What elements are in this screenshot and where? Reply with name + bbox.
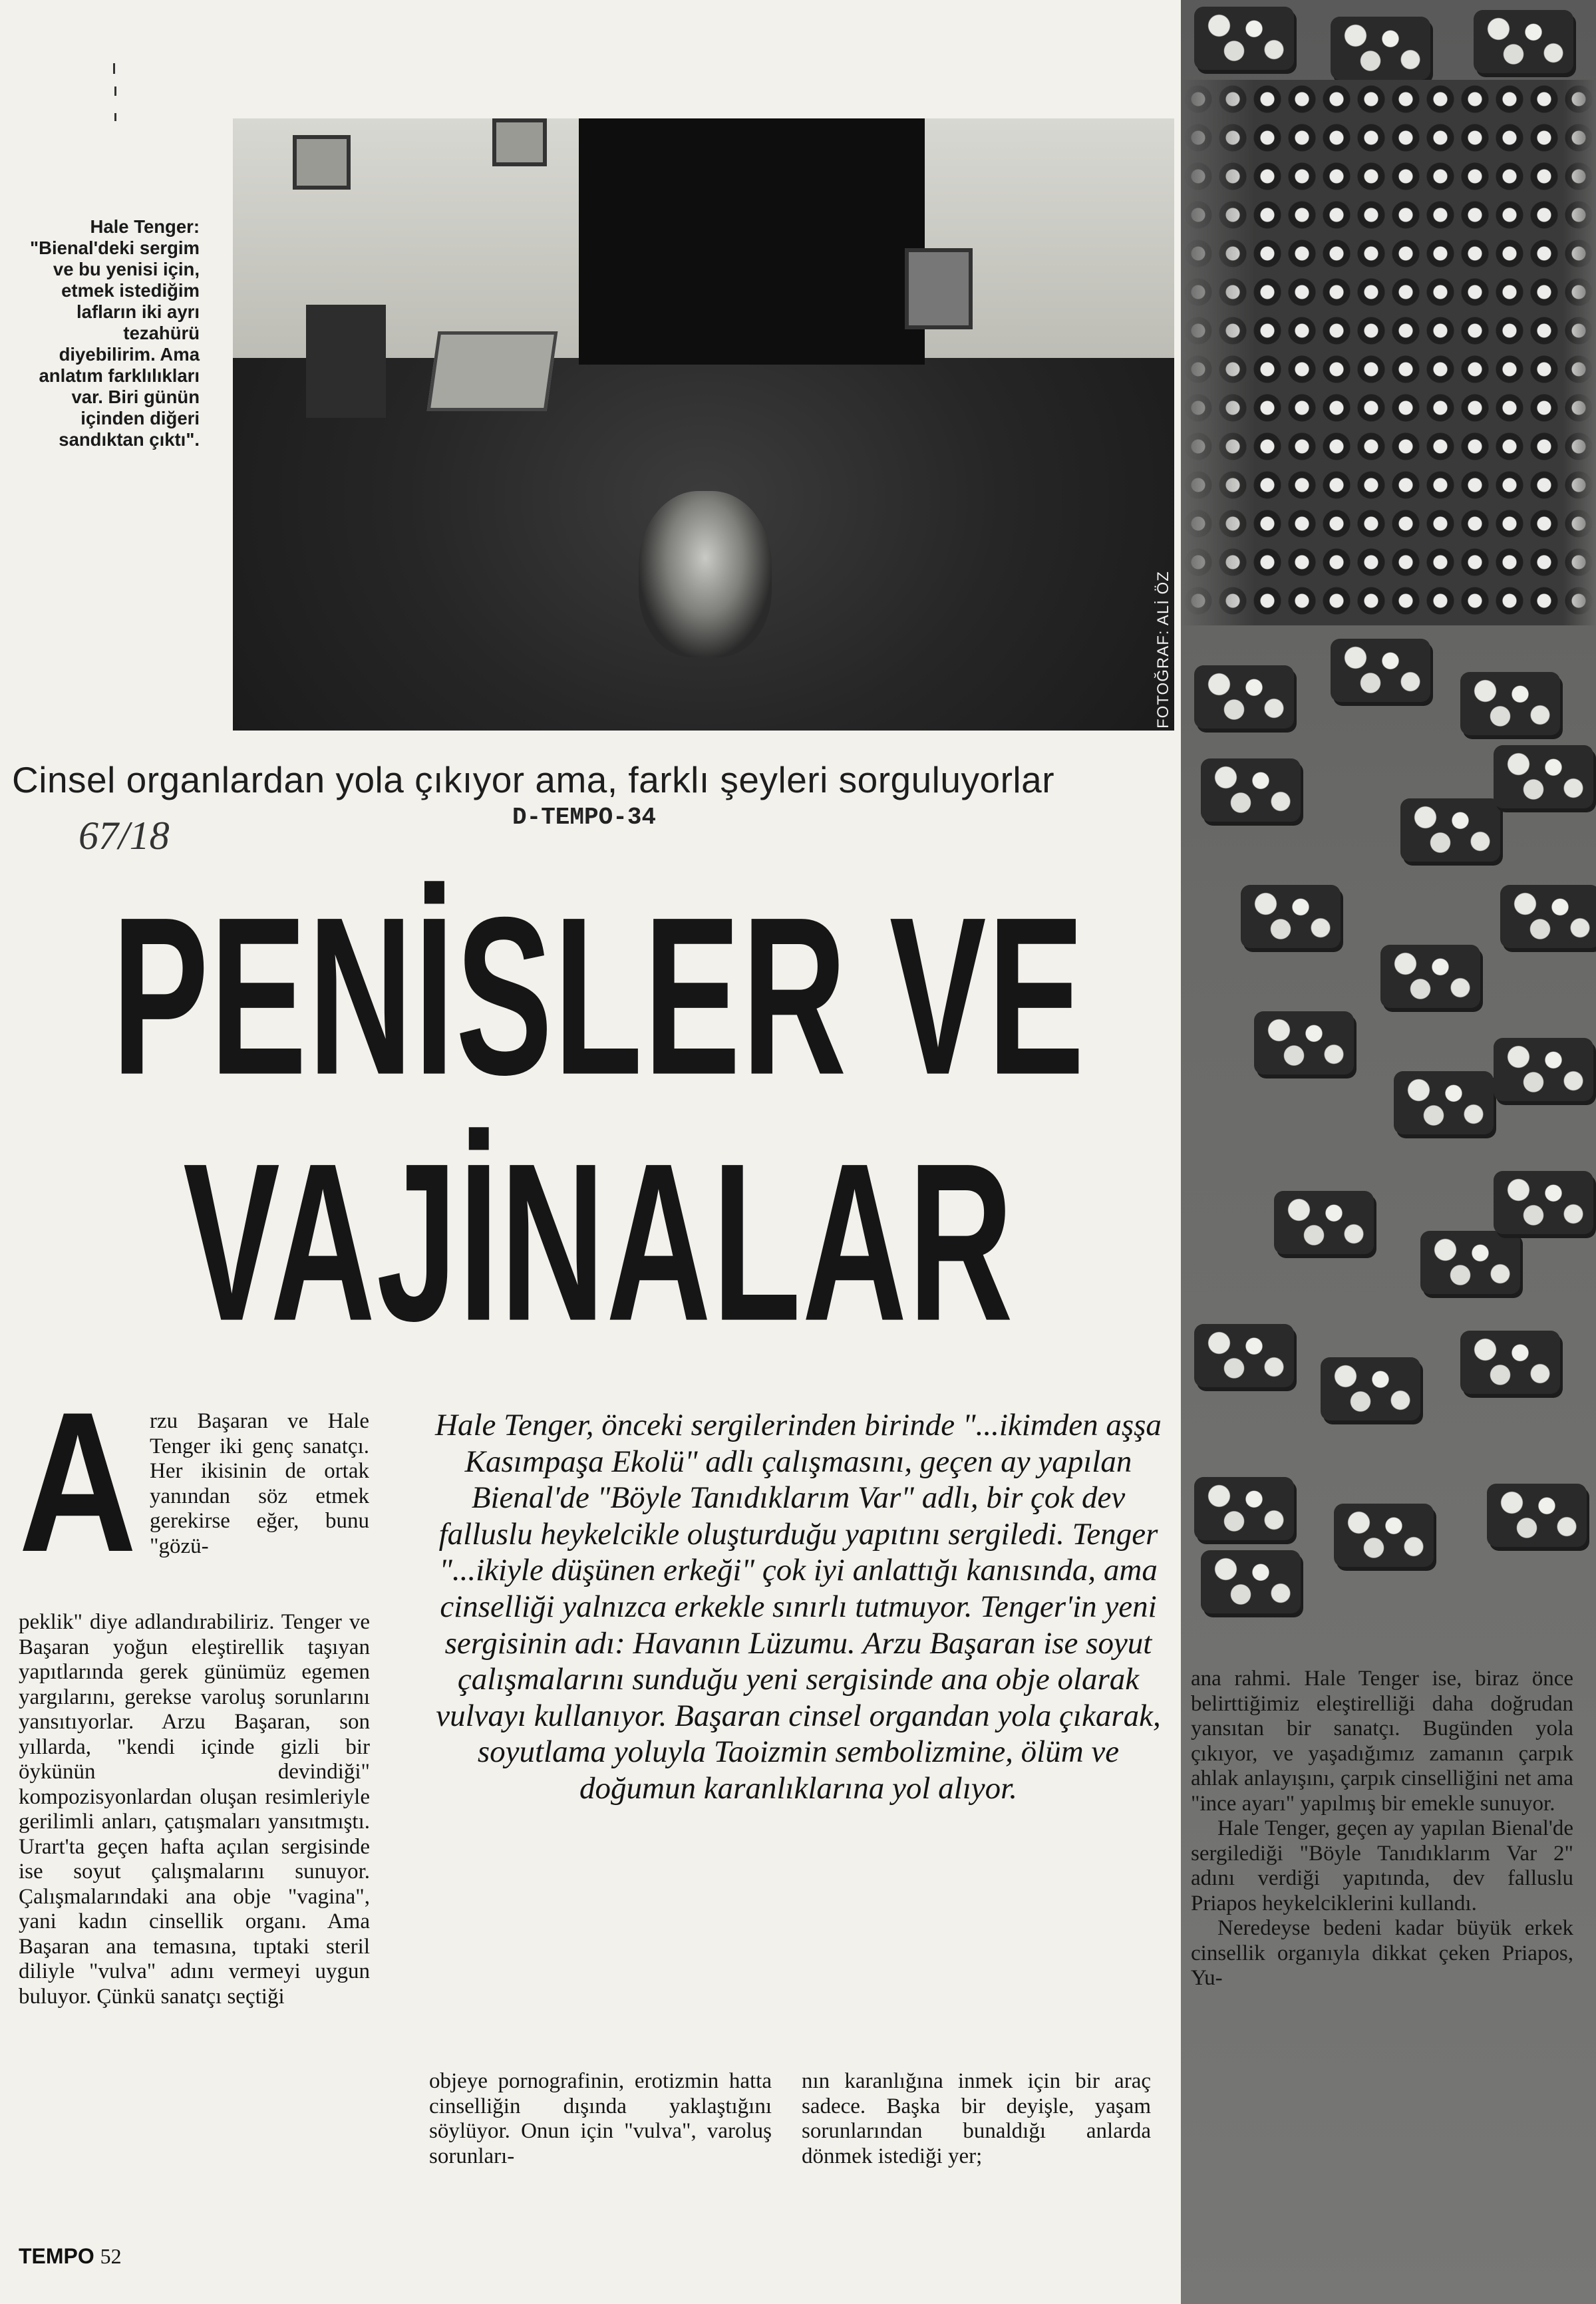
figurine-crowd xyxy=(1181,80,1596,625)
vitrine-table xyxy=(427,331,558,411)
photo-credit: FOTOĞRAF: ALİ ÖZ xyxy=(1154,571,1172,729)
headline-line-1: PENİSLER VE xyxy=(112,871,1086,1122)
exhibition-photo xyxy=(233,118,1174,731)
magazine-name: TEMPO xyxy=(19,2244,94,2268)
dark-panel xyxy=(579,118,925,365)
wall-frame-left xyxy=(293,135,351,190)
body-column-1-top: rzu Başaran ve Hale Tenger iki genç sanatçı. Her ikisinin de ortak yanından söz etmek gerekirse eğer, bunu "gözü- xyxy=(150,1409,369,1558)
body-column-4-paragraph-3: Neredeyse bedeni kadar büyük erkek cinsellik organıyla dikkat çeken Priapos, Yu- xyxy=(1191,1916,1573,1990)
body-column-4-paragraph-2: Hale Tenger, geçen ay yapılan Bienal'de sergilediği "Böyle Tanıdıklarım Var 2" adını verdiği yapıtında, dev falluslu Priapos heykelciklerini kullandı. xyxy=(1191,1816,1573,1915)
body-column-4 xyxy=(1191,1667,1573,1991)
body-column-3: nın karanlığına inmek için bir araç sadece. Başka bir deyişle, yaşam sorunlarından bunaldığı anlarda dönmek istediği yer; xyxy=(802,2069,1151,2168)
box-object xyxy=(905,248,973,329)
handwritten-note: 67/18 xyxy=(79,814,170,858)
body-column-4-paragraph-1: ana rahmi. Hale Tenger ise, biraz önce belirttiğimiz eleştirelliği daha doğrudan yansıtan bir sanatçı. Bugünden yola çıkıyor, ve yaşadığımız zamanın çarpık ahlak anlayışını, çarpık cinselliğini net ama "ince ayarı" yapılmış bir emekle sunuyor. xyxy=(1191,1667,1573,1816)
subtitle: Cinsel organlardan yola çıkıyor ama, farklı şeyleri sorguluyorlar xyxy=(12,759,1055,800)
pen-mark xyxy=(114,86,116,96)
pen-mark xyxy=(114,113,116,121)
pen-mark xyxy=(113,63,115,74)
page-footer xyxy=(19,2244,122,2269)
page-number: 52 xyxy=(100,2244,122,2268)
pull-quote: Hale Tenger, önceki sergilerinden birinde "...ikimden aşşa Kasımpaşa Ekolü" adlı çalışmasını, geçen ay yapılan Bienal'de "Böyle Tanıdıklarım Var" adlı, bir çok dev falluslu heykelcikle oluşturduğu yapıtını sergiledi. Tenger "...ikiyle düşünen erkeği" çok iyi anlattığı kanısında, ama cinselliği yalnızca erkekle sınırlı tutmuyor. Tenger'in yeni sergisinin adı: Havanın Lüzumu. Arzu Başaran ise soyut çalışmalarını sunduğu yeni sergisinde ana obje olarak vulvayı kullanıyor. Başaran cinsel organdan yola çıkarak, soyutlama yoluyla Taoizmin sembolizmine, ölüm ve doğumun karanlıklarına yol alıyor. xyxy=(435,1408,1162,1806)
wall-frame-center xyxy=(492,118,547,166)
artist-portrait xyxy=(639,491,772,657)
body-column-2: objeye pornografinin, erotizmin hatta cinselliğin dışında yaklaştığını söylüyor. Onun için "vulva", varoluş sorunları- xyxy=(429,2069,772,2168)
body-column-1: peklik" diye adlandırabiliriz. Tenger ve Başaran yoğun eleştirellik taşıyan yapıtlarında gerek günümüz egemen yargılarını, gerekse varoluş sorunlarını yansıtıyorlar. Arzu Başaran, son yıllarda, "kendi içinde gizli bir öykünün devindiği" kompozisyonlardan oluşan resimleriyle gerilimli anları, çatışmaları yansıtmıştı. Urart'ta geçen hafta açılan sergisinde ise soyut çalışmalarını sunuyor. Çalışmalarındaki ana obje "vagina", yani kadın cinsellik organı. Ama Başaran ana temasına, tıptaki steril diliyle "vulva" adını vermeyi uygun buluyor. Çünkü sanatçı seçtiği xyxy=(19,1610,370,2009)
drop-cap: A xyxy=(19,1370,137,1593)
photo-caption: Hale Tenger: "Bienal'deki sergim ve bu yenisi için, etmek istediğim lafların iki ayrı tezahürü diyebilirim. Ama anlatım farklılıkları var. Biri günün içinden diğeri sandıktan çıktı". xyxy=(30,216,200,450)
headline-line-2: VAJİNALAR xyxy=(183,1117,1015,1369)
archive-stamp: D-TEMPO-34 xyxy=(512,804,657,831)
shadow-object xyxy=(306,305,386,418)
